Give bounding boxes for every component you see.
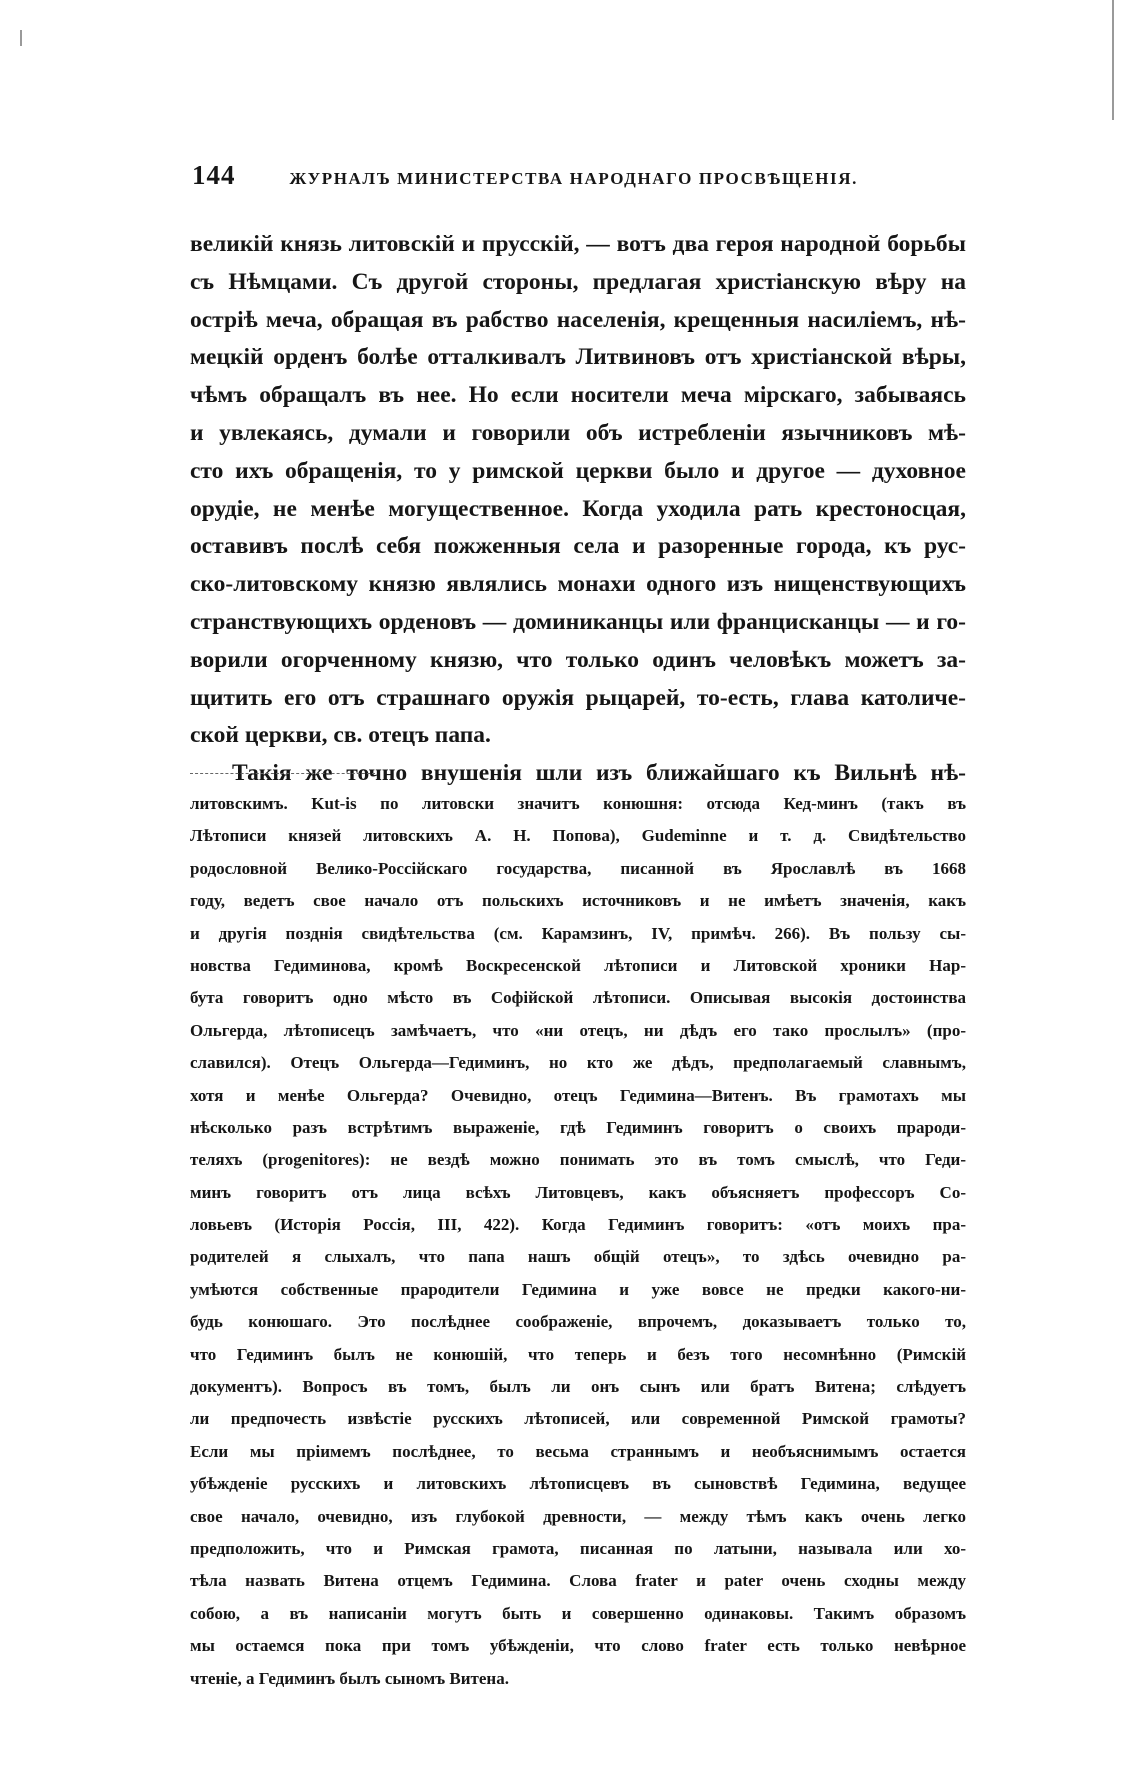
main-text-line: чѣмъ обращалъ въ нее. Но если носители меча мірскаго, забываясь <box>190 382 966 409</box>
footnote-line: убѣжденіе русскихъ и литовскихъ лѣтописцевъ въ сыновствѣ Гедимина, ведущее <box>190 1474 966 1494</box>
scan-edge-mark <box>20 30 22 46</box>
footnote-line: литовскимъ. Kut-is по литовски значитъ конюшня: отсюда Кед-минъ (такъ въ <box>190 794 966 813</box>
footnote-line: предположить, что и Римская грамота, писанная по латыни, называла или хо- <box>190 1538 966 1558</box>
footnote-line: свое начало, очевидно, изъ глубокой древности, — между тѣмъ какъ очень легко <box>190 1506 966 1526</box>
main-text-line: и увлекаясь, думали и говорили объ истребленіи язычниковъ мѣ- <box>190 419 966 446</box>
main-text <box>190 226 966 793</box>
footnote-line: славился). Отецъ Ольгерда—Гедиминъ, но кто же дѣдъ, предполагаемый славнымъ, <box>190 1053 966 1073</box>
footnote-line: родителей я слыхалъ, что папа нашъ общій отецъ», то здѣсь очевидно ра- <box>190 1247 966 1267</box>
page-header <box>192 160 962 200</box>
main-text-line: странствующихъ орденовъ — доминиканцы или францисканцы — и го- <box>190 608 966 635</box>
footnote-line: Ольгерда, лѣтописецъ замѣчаетъ, что «ни отецъ, ни дѣдъ его тако прослылъ» (про- <box>190 1020 966 1040</box>
footnote-line: ли предпочесть извѣстіе русскихъ лѣтописей, или современной Римской грамоты? <box>190 1409 966 1429</box>
footnote-line: тѣла назвать Витена отцемъ Гедимина. Слова frater и pater очень сходны между <box>190 1571 966 1591</box>
main-text-line: щитить его отъ страшнаго оружія рыцарей, то-есть, глава католиче- <box>190 684 966 711</box>
footnote-line: родословной Велико-Россійскаго государства, писанной въ Ярославлѣ въ 1668 <box>190 858 966 878</box>
footnote-line: Лѣтописи князей литовскихъ А. Н. Попова), Gudeminne и т. д. Свидѣтельство <box>190 826 966 846</box>
main-text-line: съ Нѣмцами. Съ другой стороны, предлагая христіанскую вѣру на <box>190 268 966 295</box>
footnote-line: собою, а въ написаніи могутъ быть и совершенно одинаковы. Такимъ образомъ <box>190 1603 966 1623</box>
main-text-line: великій князь литовскій и прусскій, — вотъ два героя народной борьбы <box>190 231 966 257</box>
main-text-line: ско-литовскому князю являлись монахи одного изъ нищенствующихъ <box>190 571 966 598</box>
main-text-line: остріѣ меча, обращая въ рабство населенія, крещенныя насиліемъ, нѣ- <box>190 306 966 333</box>
footnote-line: ловьевъ (Исторія Россія, III, 422). Когда Гедиминъ говоритъ: «отъ моихъ пра- <box>190 1215 966 1235</box>
main-text-line: ворили огорченному князю, что только одинъ человѣкъ можетъ за- <box>190 646 966 673</box>
footnote-line: Если мы пріимемъ послѣднее, то весьма страннымъ и необъяснимымъ остается <box>190 1441 966 1461</box>
footnote-divider <box>190 773 375 774</box>
footnote-line: новства Гедиминова, кромѣ Воскресенской лѣтописи и Литовской хроники Нар- <box>190 955 966 975</box>
page-number: 144 <box>192 160 236 190</box>
footnote <box>190 788 966 1695</box>
footnote-line: году, ведетъ свое начало отъ польскихъ источниковъ и не имѣетъ значенія, какъ <box>190 891 966 911</box>
footnote-line: умѣются собственные прародители Гедимина и уже вовсе не предки какого-ни- <box>190 1279 966 1299</box>
footnote-line: документъ). Вопросъ въ томъ, былъ ли онъ сынъ или братъ Витена; слѣдуетъ <box>190 1377 966 1397</box>
footnote-line: чтеніе, а Гедиминъ былъ сыномъ Витена. <box>190 1668 509 1688</box>
footnote-line: что Гедиминъ былъ не конюшій, что теперь и безъ того несомнѣнно (Римскій <box>190 1344 966 1364</box>
footnote-line: будь конюшаго. Это послѣднее соображеніе, впрочемъ, доказываетъ только то, <box>190 1312 966 1332</box>
main-text-line: Такія же точно внушенія шли изъ ближайшаго къ Вильнѣ нѣ- <box>232 760 966 787</box>
footnote-line: хотя и менѣе Ольгерда? Очевидно, отецъ Гедимина—Витенъ. Въ грамотахъ мы <box>190 1085 966 1105</box>
main-text-line: ской церкви, св. отецъ папа. <box>190 722 491 749</box>
main-text-line: сто ихъ обращенія, то у римской церкви было и другое — духовное <box>190 457 966 484</box>
footnote-line: минъ говоритъ отъ лица всѣхъ Литовцевъ, какъ объясняетъ профессоръ Со- <box>190 1182 966 1202</box>
main-text-line: оставивъ послѣ себя пожженныя села и разоренные города, къ рус- <box>190 533 966 560</box>
footnote-line: и другія позднія свидѣтельства (см. Карамзинъ, IV, примѣч. 266). Въ пользу сы- <box>190 923 966 943</box>
main-text-line: мецкій орденъ болѣе отталкивалъ Литвиновъ отъ христіанской вѣры, <box>190 344 966 371</box>
footnote-line: теляхъ (progenitores): не вездѣ можно понимать это въ томъ смыслѣ, что Геди- <box>190 1150 966 1170</box>
footnote-line: нѣсколько разъ встрѣтимъ выраженіе, гдѣ Гедиминъ говоритъ о своихъ прароди- <box>190 1117 966 1137</box>
scan-edge-mark <box>1112 0 1114 120</box>
main-text-line: орудіе, не менѣе могущественное. Когда уходила рать крестоносцая, <box>190 495 966 522</box>
footnote-line: бута говоритъ одно мѣсто въ Софійской лѣтописи. Описывая высокія достоинства <box>190 988 966 1008</box>
footnote-line: мы остаемся пока при томъ убѣжденіи, что слово frater есть только невѣрное <box>190 1636 966 1656</box>
running-title: ЖУРНАЛЪ МИНИСТЕРСТВА НАРОДНАГО ПРОСВѢЩЕНІЯ. <box>289 169 858 188</box>
